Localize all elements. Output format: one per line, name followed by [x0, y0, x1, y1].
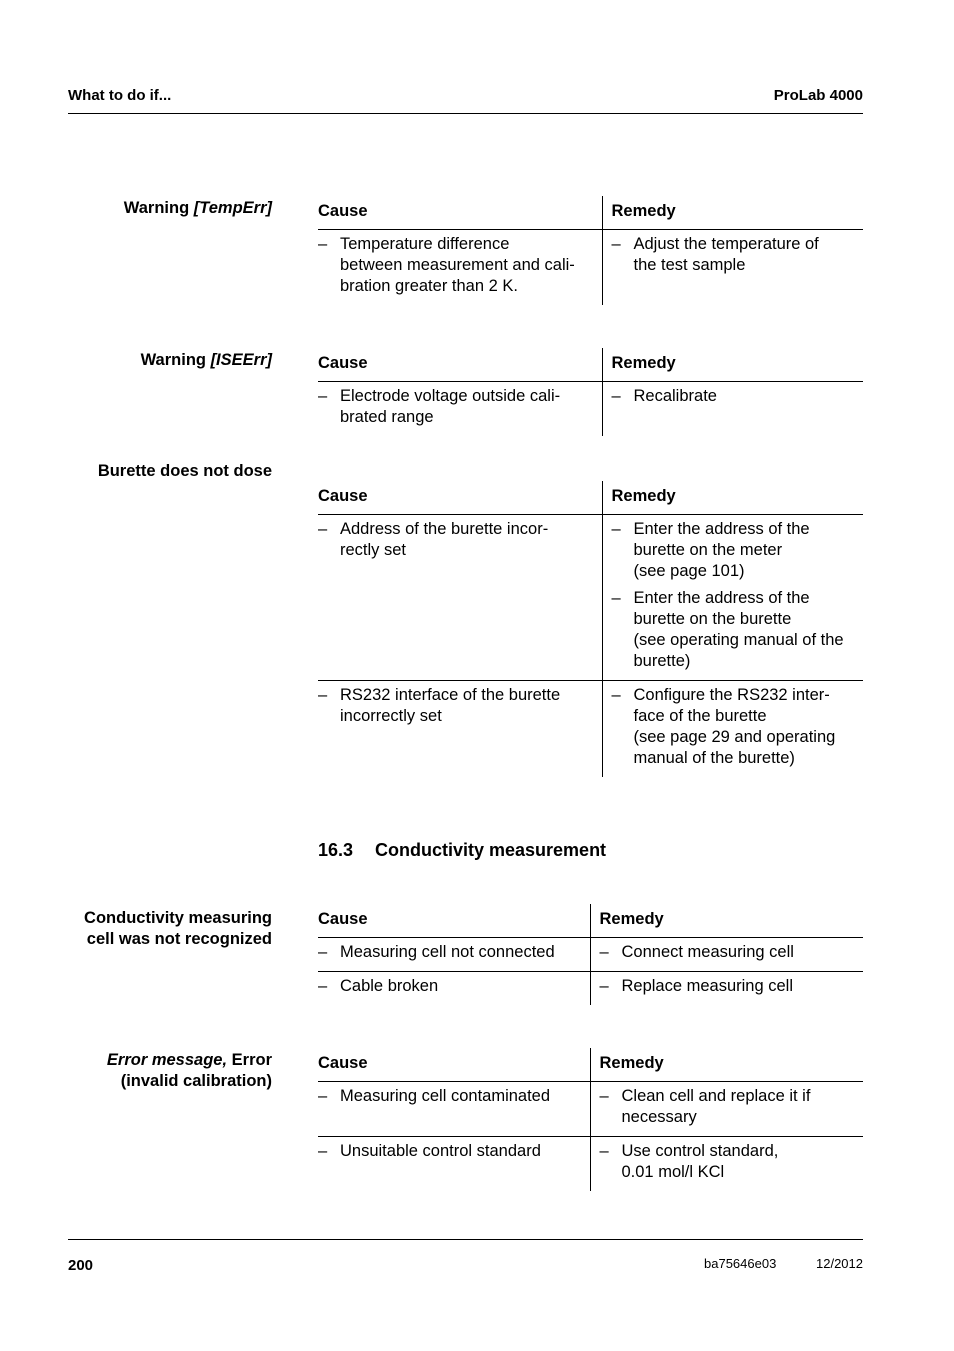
remedy-item — [600, 976, 864, 997]
cause-header: Cause — [318, 196, 602, 230]
remedy-text: Adjust the temperature of the test sample — [633, 235, 819, 274]
bullet-dash: – — [318, 235, 328, 253]
cause-text: Measuring cell contaminated — [340, 1087, 551, 1105]
table-header-row — [318, 904, 863, 938]
bullet-dash: – — [318, 686, 328, 704]
cause-text: Address of the burette incor- rectly set — [340, 520, 549, 559]
section-heading — [318, 840, 606, 861]
bullet-dash: – — [318, 1087, 328, 1105]
cause-item — [318, 685, 602, 727]
cause-remedy-table-temperr — [318, 196, 863, 305]
cause-item — [318, 976, 590, 997]
remedy-item — [612, 386, 864, 407]
remedy-text: Enter the address of the burette on the burette (see operating manual of the burette) — [633, 589, 844, 670]
remedy-item — [612, 685, 864, 769]
remedy-item — [600, 942, 864, 963]
section-title: Conductivity measurement — [375, 840, 607, 860]
running-header-left: What to do if... — [68, 87, 172, 104]
remedy-text: Replace measuring cell — [621, 977, 794, 995]
cause-item — [318, 386, 602, 428]
side-label-iseerr — [60, 350, 272, 371]
cause-text: RS232 interface of the burette incorrectly set — [340, 686, 561, 725]
cause-remedy-table-burette — [318, 481, 863, 777]
bullet-dash: – — [318, 520, 328, 538]
cause-text: Measuring cell not connected — [340, 943, 555, 961]
remedy-header: Remedy — [590, 904, 863, 938]
table-row — [318, 681, 863, 778]
bullet-dash: – — [599, 1142, 609, 1160]
bullet-dash: – — [611, 387, 621, 405]
table-header-row — [318, 1048, 863, 1082]
side-label-temperr-code: [TempErr] — [193, 199, 272, 217]
cause-item — [318, 1086, 590, 1107]
side-label-invalid-calibration — [60, 1050, 272, 1092]
bullet-dash: – — [611, 235, 621, 253]
bullet-dash: – — [599, 1087, 609, 1105]
footer-rule — [68, 1239, 863, 1240]
table-row — [318, 972, 863, 1006]
cause-remedy-table-iseerr — [318, 348, 863, 436]
bullet-dash: – — [611, 589, 621, 607]
bullet-dash: – — [611, 686, 621, 704]
side-label-burette: Burette does not dose — [97, 462, 272, 480]
remedy-text: Use control standard, 0.01 mol/l KCl — [621, 1142, 779, 1181]
cause-header: Cause — [318, 481, 602, 515]
side-label-temperr-plain: Warning — [123, 199, 194, 217]
remedy-item — [612, 234, 864, 276]
cause-text: Cable broken — [340, 977, 439, 995]
cause-item — [318, 942, 590, 963]
table-row — [318, 515, 863, 681]
page-number: 200 — [68, 1257, 94, 1274]
remedy-text: Configure the RS232 inter- face of the burette (see page 29 and operating manual of the burette) — [633, 686, 836, 767]
bullet-dash: – — [599, 977, 609, 995]
remedy-header: Remedy — [602, 481, 863, 515]
side-label-line: (invalid calibration) — [120, 1072, 272, 1090]
table-row — [318, 382, 863, 437]
side-label-line: cell was not recognized — [86, 930, 272, 948]
cause-text: Electrode voltage outside cali- brated range — [340, 387, 561, 426]
remedy-text: Recalibrate — [633, 387, 717, 405]
document-date: 12/2012 — [816, 1256, 863, 1271]
table-header-row — [318, 196, 863, 230]
table-row — [318, 230, 863, 306]
bullet-dash: – — [599, 943, 609, 961]
remedy-text: Enter the address of the burette on the meter (see page 101) — [633, 520, 810, 580]
side-label-cell-not-recognized — [60, 908, 272, 950]
cause-text: Temperature difference between measurement and cali- bration greater than 2 K. — [340, 235, 575, 295]
table-header-row — [318, 481, 863, 515]
side-label-error-message: Error message, — [106, 1051, 228, 1069]
remedy-header: Remedy — [602, 348, 863, 382]
document-id: ba75646e03 — [704, 1256, 777, 1271]
cause-item — [318, 519, 602, 561]
cause-header: Cause — [318, 1048, 590, 1082]
side-label-iseerr-code: [ISEErr] — [210, 351, 272, 369]
bullet-dash: – — [318, 1142, 328, 1160]
cause-text: Unsuitable control standard — [340, 1142, 541, 1160]
header-rule — [68, 113, 863, 114]
bullet-dash: – — [318, 387, 328, 405]
cause-header: Cause — [318, 348, 602, 382]
remedy-item — [600, 1141, 864, 1183]
table-row — [318, 1082, 863, 1137]
side-label-line — [60, 1050, 272, 1071]
remedy-text: Clean cell and replace it if necessary — [621, 1087, 811, 1126]
remedy-header: Remedy — [590, 1048, 863, 1082]
remedy-item — [612, 519, 864, 582]
cause-header: Cause — [318, 904, 590, 938]
side-label-line: Conductivity measuring — [84, 909, 272, 927]
cause-item — [318, 1141, 590, 1162]
cause-remedy-table-cell-not-recognized — [318, 904, 863, 1005]
table-header-row — [318, 348, 863, 382]
cause-item — [318, 234, 602, 297]
bullet-dash: – — [318, 977, 328, 995]
bullet-dash: – — [611, 520, 621, 538]
remedy-item — [600, 1086, 864, 1128]
remedy-text: Connect measuring cell — [621, 943, 794, 961]
table-row — [318, 1137, 863, 1192]
side-label-iseerr-plain: Warning — [140, 351, 211, 369]
remedy-header: Remedy — [602, 196, 863, 230]
side-label-temperr — [60, 198, 272, 219]
table-row — [318, 938, 863, 972]
bullet-dash: – — [318, 943, 328, 961]
cause-remedy-table-invalid-calibration — [318, 1048, 863, 1191]
side-label-error: Error — [227, 1051, 272, 1069]
section-number: 16.3 — [318, 840, 354, 860]
running-header-right: ProLab 4000 — [773, 87, 863, 104]
remedy-item — [612, 588, 864, 672]
